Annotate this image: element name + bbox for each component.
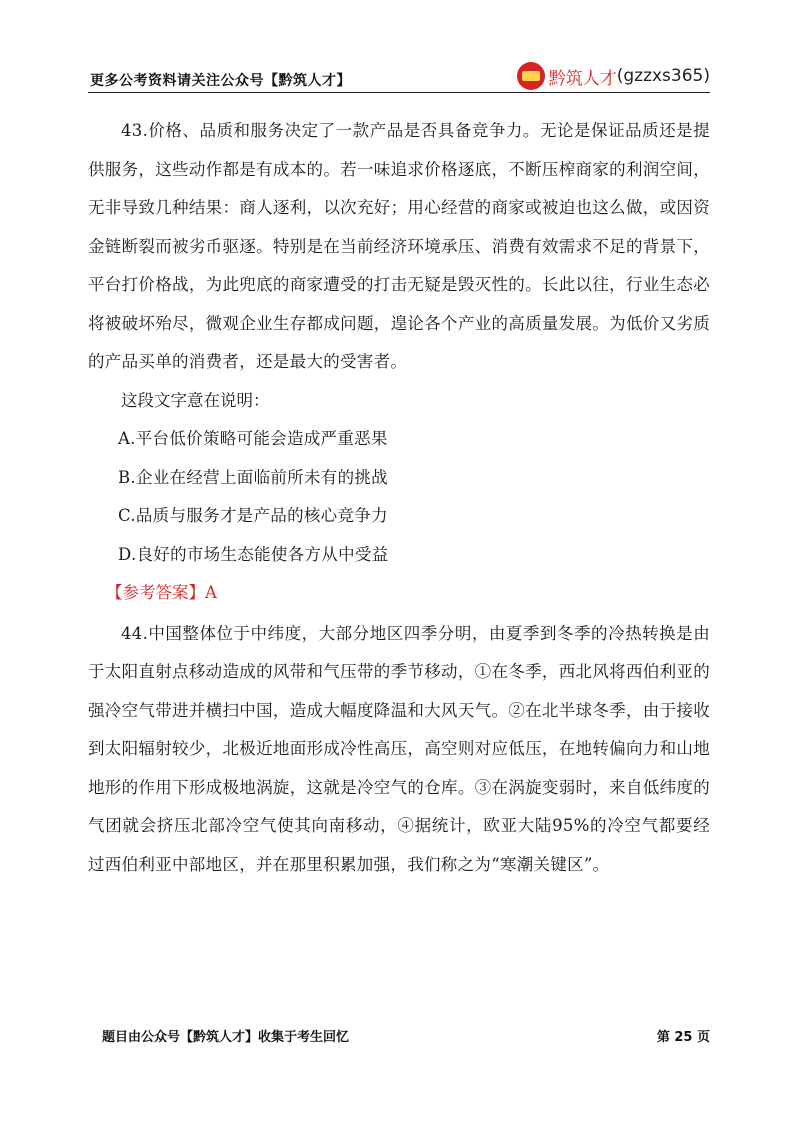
brand-name: 黔筑人才 — [548, 68, 617, 89]
page-header — [88, 60, 710, 94]
question-44-stem: 44.中国整体位于中纬度，大部分地区四季分明，由夏季到冬季的冷热转换是由于太阳直射点移动造成的风带和气压带的季节移动，①在冬季，西北风将西伯利亚的强冷空气带进并横扫中国，造成大幅度降温和大风天气。②在北半球冬季，由于接收到太阳辐射较少，北极近地面形成冷性高压，高空则对应低压，在地转偏向力和山地地形的作用下形成极地涡旋，这就是冷空气的仓库。③在涡旋变弱时，来自低纬度的气团就会挤压北部冷空气使其向南移动，④据统计，欧亚大陆95%的冷空气都要经过西伯利亚中部地区，并在那里积累加强，我们称之为“寒潮关键区”。 — [88, 623, 710, 874]
option-a: A.平台低价策略可能会造成严重恶果 — [118, 429, 388, 448]
page-content — [88, 112, 710, 884]
header-notice: 更多公考资料请关注公众号【黔筑人才】 — [90, 73, 351, 89]
question-43-prompt: 这段文字意在说明： — [121, 390, 270, 410]
option-c: C.品质与服务才是产品的核心竞争力 — [118, 506, 388, 525]
reference-answer: 【参考答案】A — [106, 583, 217, 602]
header-divider — [88, 92, 710, 93]
question-43-stem: 43.价格、品质和服务决定了一款产品是否具备竞争力。无论是保证品质还是提供服务，这些动作都是有成本的。若一味追求价格逐底，不断压榨商家的利润空间，无非导致几种结果：商人逐利，以次充好；用心经营的商家或被迫也这么做，或因资金链断裂而被劣币驱逐。特别是在当前经济环境承压、消费有效需求不足的背景下，平台打价格战，为此兜底的商家遭受的打击无疑是毁灭性的。长此以往，行业生态必将被破坏殆尽，微观企业生存都成问题，遑论各个产业的高质量发展。为低价又劣质的产品买单的消费者，还是最大的受害者。 — [88, 121, 710, 371]
footer-source: 题目由公众号【黔筑人才】收集于考生回忆 — [102, 1030, 350, 1045]
brand-logo-icon — [517, 62, 545, 90]
brand-id: (gzzxs365) — [616, 66, 710, 86]
page-number: 第 25 页 — [656, 1030, 710, 1045]
option-d: D.良好的市场生态能使各方从中受益 — [118, 544, 389, 564]
option-b: B.企业在经营上面临前所未有的挑战 — [118, 467, 388, 487]
header-brand — [517, 62, 710, 90]
